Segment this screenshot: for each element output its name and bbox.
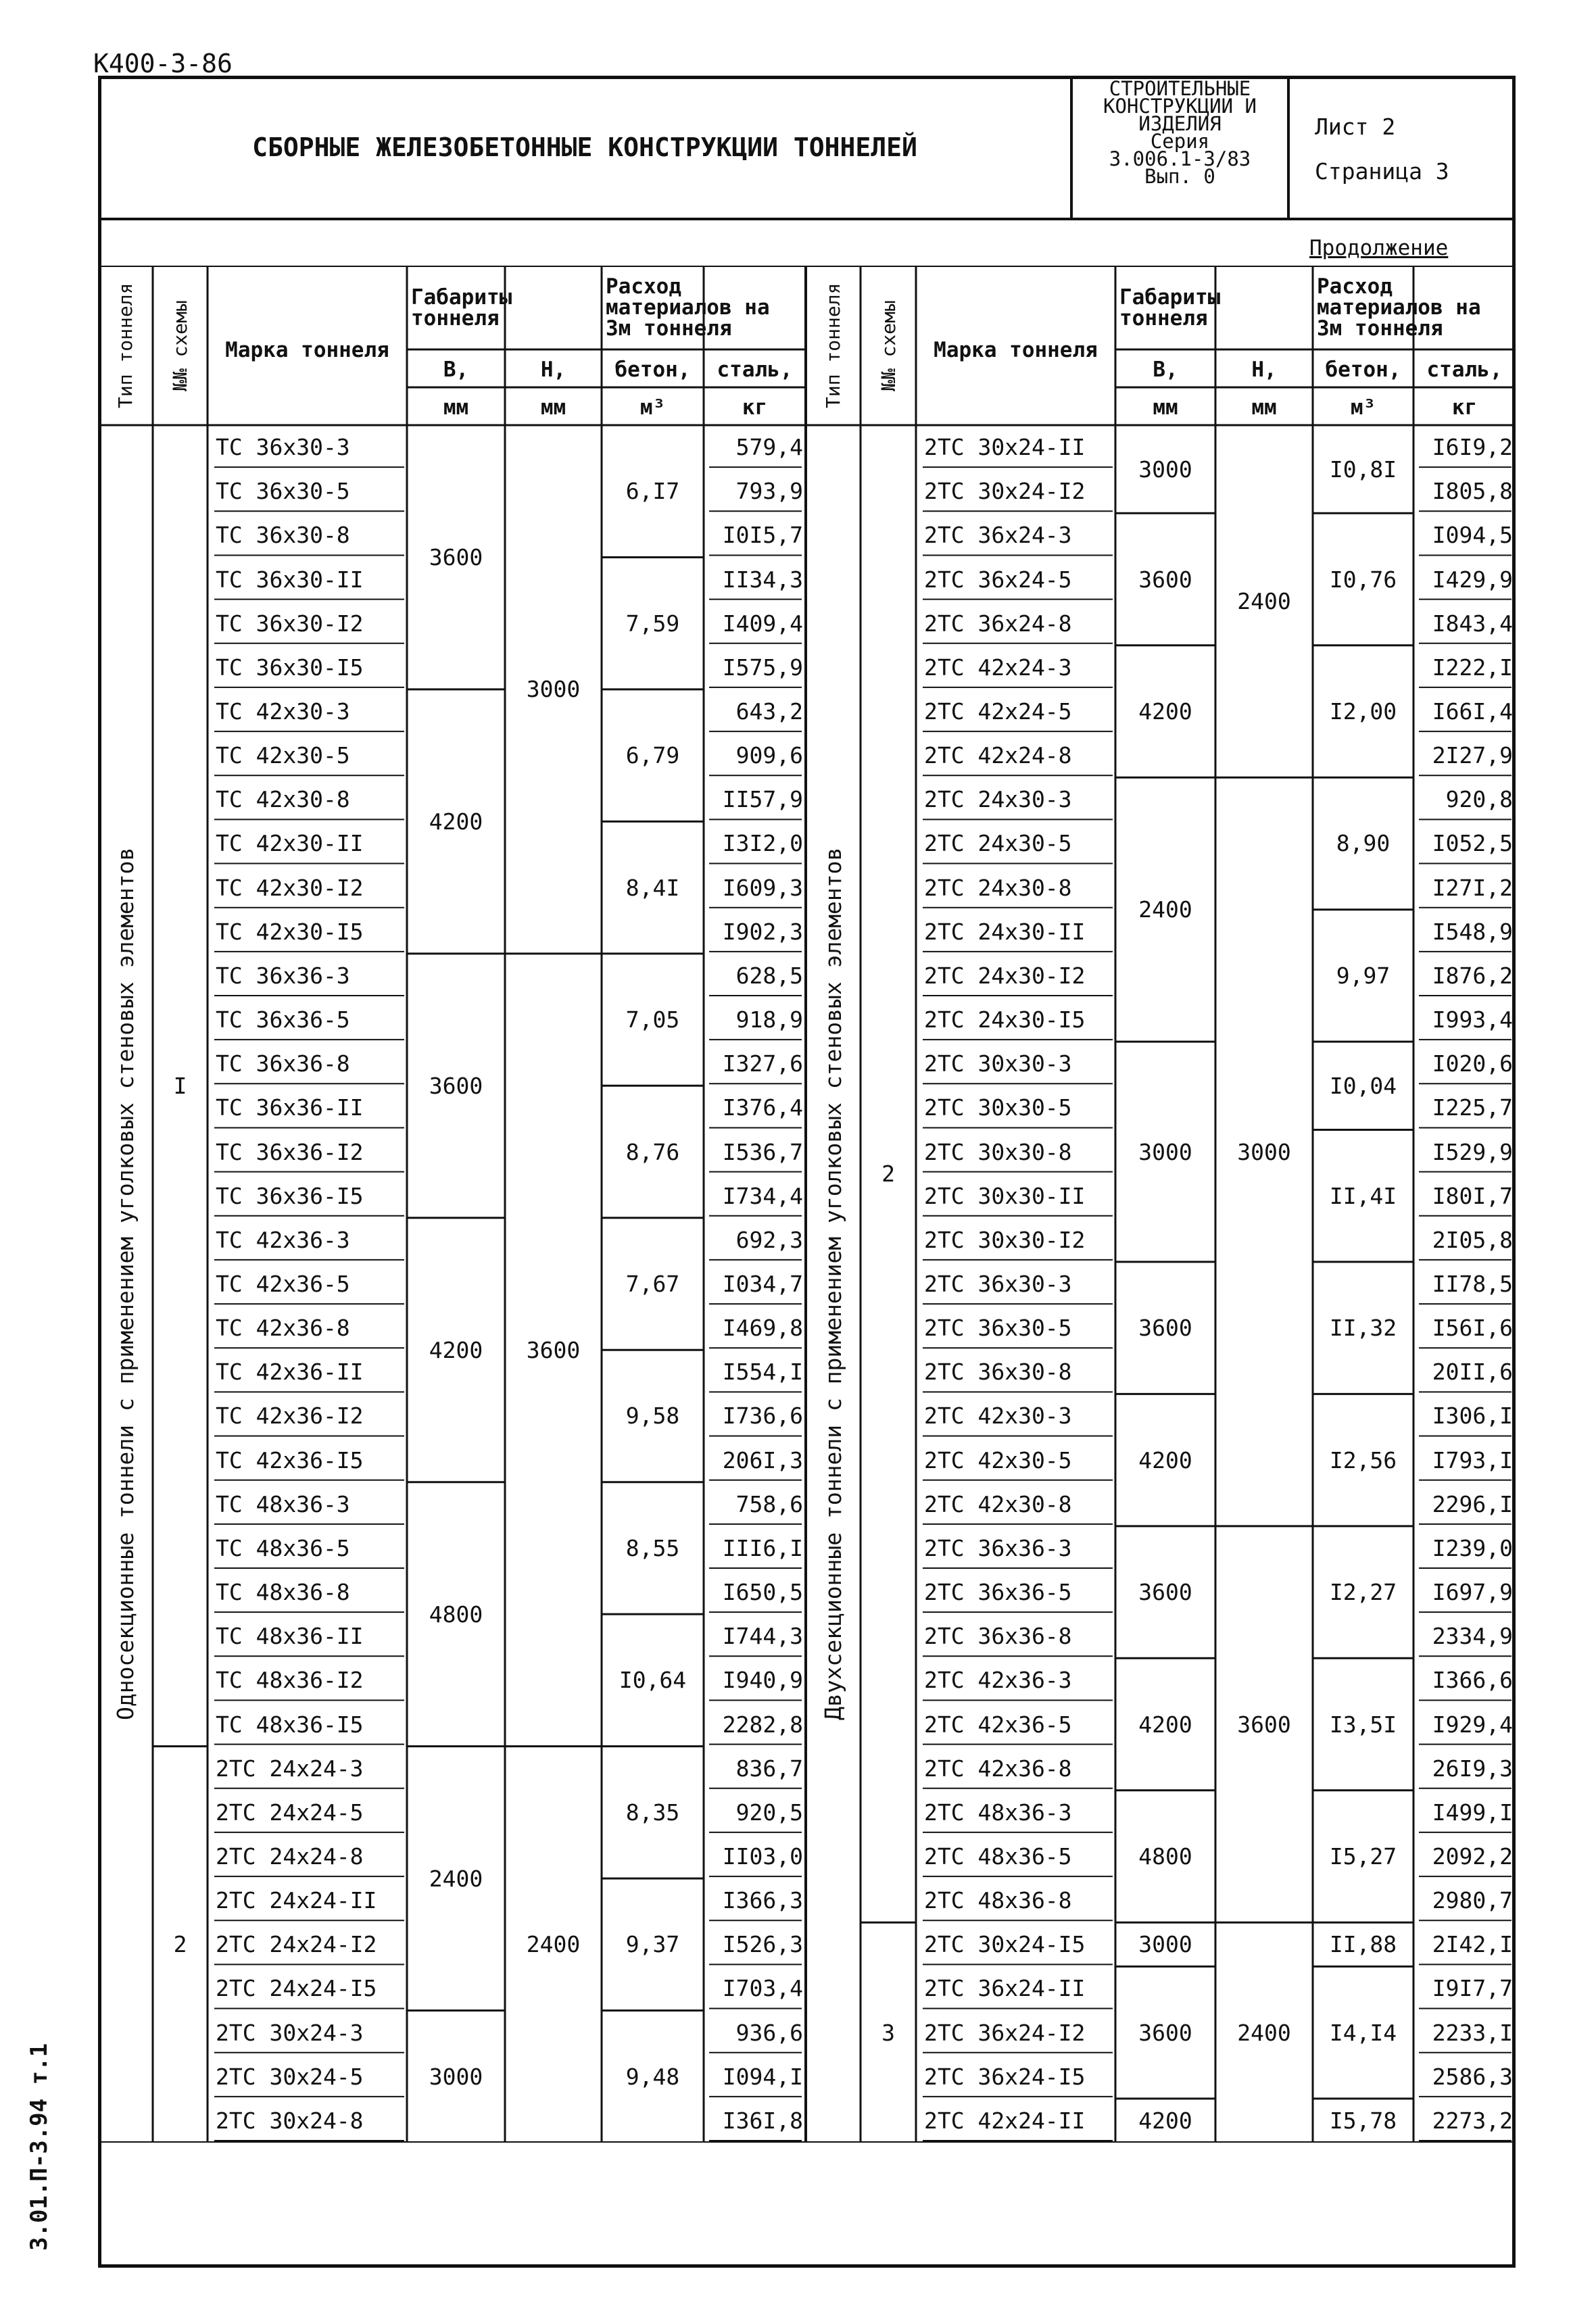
left-steel-cell: 936,6 [735, 2019, 803, 2046]
left-header-h: H, [540, 357, 566, 382]
right-mark-cell: 2ТС 42х24-3 [924, 654, 1072, 681]
left-mark-cell: ТС 48х36-II [216, 1623, 364, 1650]
right-mark-cell: 2ТС 42х24-II [924, 2107, 1086, 2134]
left-concrete-cell: 8,4I [625, 874, 680, 901]
left-steel-cell: I609,3 [722, 874, 803, 901]
title-divider [1287, 76, 1290, 218]
left-steel-cell: I3I2,0 [722, 830, 803, 857]
right-width-cell: 4200 [1138, 1711, 1192, 1738]
left-mark-cell: 2ТС 30х24-3 [216, 2019, 364, 2046]
left-steel-cell: I469,8 [722, 1315, 803, 1342]
series-block: СТРОИТЕЛЬНЫЕ КОНСТРУКЦИИ И ИЗДЕЛИЯ Серия 3.006.1-3/83 Вып. 0 [1103, 77, 1257, 188]
left-header-h-unit: мм [540, 395, 566, 420]
right-mark-cell: 2ТС 36х30-3 [924, 1270, 1072, 1297]
right-steel-cell: I499,I [1432, 1799, 1513, 1826]
right-width-cell: 4200 [1138, 2107, 1192, 2134]
right-mark-cell: 2ТС 24х30-I2 [924, 962, 1086, 989]
right-mark-cell: 2ТС 30х24-I2 [924, 478, 1086, 505]
right-mark-cell: 2ТС 42х36-8 [924, 1755, 1072, 1782]
right-header-steel: сталь, [1426, 357, 1503, 382]
left-steel-cell: I902,3 [722, 918, 803, 945]
right-steel-cell: I222,I [1432, 654, 1513, 681]
right-steel-cell: I80I,7 [1432, 1182, 1513, 1209]
left-steel-cell: I36I,8 [722, 2107, 803, 2134]
tunnels-table [98, 266, 1516, 2143]
right-steel-cell: 26I9,3 [1432, 1755, 1513, 1782]
right-steel-cell: 2334,9 [1432, 1623, 1513, 1650]
left-concrete-cell: 7,05 [625, 1006, 680, 1033]
left-concrete-cell: 8,35 [625, 1799, 680, 1826]
left-concrete-cell: 8,76 [625, 1138, 680, 1165]
right-mark-cell: 2ТС 36х24-I2 [924, 2019, 1086, 2046]
right-steel-cell: 2092,2 [1432, 1843, 1513, 1870]
right-scheme-cell: 3 [881, 2019, 895, 2046]
continuation-label: Продолжение [1309, 236, 1449, 260]
right-mark-cell: 2ТС 30х24-II [924, 434, 1086, 461]
left-mark-cell: ТС 42х30-8 [216, 786, 350, 813]
left-concrete-cell: 8,55 [625, 1534, 680, 1561]
left-width-cell: 3600 [429, 543, 483, 570]
right-mark-cell: 2ТС 42х36-5 [924, 1711, 1072, 1738]
left-mark-cell: 2ТС 24х24-I2 [216, 1931, 377, 1958]
right-mark-cell: 2ТС 36х36-3 [924, 1534, 1072, 1561]
title-block [98, 76, 1516, 220]
right-concrete-cell: II,32 [1329, 1315, 1397, 1342]
right-header-mark: Марка тоннеля [934, 337, 1098, 362]
left-mark-cell: ТС 36х36-I2 [216, 1138, 364, 1165]
right-mark-cell: 2ТС 36х24-5 [924, 566, 1072, 593]
left-steel-cell: 206I,3 [722, 1446, 803, 1473]
left-steel-cell: II34,3 [722, 566, 803, 593]
right-steel-cell: I366,6 [1432, 1667, 1513, 1694]
left-steel-cell: I526,3 [722, 1931, 803, 1958]
left-mark-cell: ТС 36х30-I2 [216, 610, 364, 637]
left-steel-cell: I940,9 [722, 1667, 803, 1694]
left-steel-cell: I554,I [722, 1359, 803, 1386]
left-width-cell: 4800 [429, 1601, 483, 1628]
left-mark-cell: ТС 42х36-II [216, 1359, 364, 1386]
left-mark-cell: ТС 36х36-3 [216, 962, 350, 989]
right-header-materials: Расход материалов на 3м тоннеля [1317, 274, 1481, 341]
right-height-cell: 3600 [1237, 1711, 1291, 1738]
right-width-cell: 3600 [1138, 2019, 1192, 2046]
right-width-cell: 2400 [1138, 896, 1192, 923]
side-code: 3.01.П-3.94 т.1 [26, 2043, 53, 2251]
left-steel-cell: I034,7 [722, 1270, 803, 1297]
right-concrete-cell: I5,27 [1329, 1843, 1397, 1870]
left-width-cell: 4200 [429, 1336, 483, 1363]
left-mark-cell: ТС 36х36-II [216, 1094, 364, 1121]
right-steel-cell: I529,9 [1432, 1138, 1513, 1165]
left-steel-cell: III6,I [722, 1534, 803, 1561]
left-mark-cell: ТС 42х30-3 [216, 698, 350, 725]
right-width-cell: 3600 [1138, 1315, 1192, 1342]
right-height-cell: 2400 [1237, 588, 1291, 615]
left-concrete-cell: I0,64 [619, 1667, 687, 1694]
left-header-type: Тип тоннеля [114, 283, 137, 408]
left-height-cell: 2400 [526, 1931, 581, 1958]
right-steel-cell: I793,I [1432, 1446, 1513, 1473]
left-steel-cell: II57,9 [722, 786, 803, 813]
left-steel-cell: I744,3 [722, 1623, 803, 1650]
left-mark-cell: 2ТС 24х24-3 [216, 1755, 364, 1782]
right-mark-cell: 2ТС 36х30-8 [924, 1359, 1072, 1386]
right-steel-cell: I56I,6 [1432, 1315, 1513, 1342]
right-concrete-cell: I5,78 [1329, 2107, 1397, 2134]
left-steel-cell: I327,6 [722, 1050, 803, 1077]
right-height-cell: 2400 [1237, 2019, 1291, 2046]
left-mark-cell: ТС 42х30-5 [216, 742, 350, 769]
left-header-concrete: бетон, [614, 357, 691, 382]
left-header-steel-unit: кг [742, 395, 768, 420]
sheet-number: Лист 2 [1315, 114, 1396, 140]
right-mark-cell: 2ТС 36х36-8 [924, 1623, 1072, 1650]
right-concrete-cell: I4,I4 [1329, 2019, 1397, 2046]
left-header-concrete-unit: м³ [639, 395, 666, 420]
right-steel-cell: I052,5 [1432, 830, 1513, 857]
left-header-scheme: №№ схемы [169, 299, 191, 391]
left-height-cell: 3000 [526, 676, 581, 703]
right-concrete-cell: I2,56 [1329, 1446, 1397, 1473]
left-mark-cell: 2ТС 24х24-II [216, 1887, 377, 1914]
left-steel-cell: I0I5,7 [722, 522, 803, 549]
left-mark-cell: ТС 42х36-8 [216, 1315, 350, 1342]
right-mark-cell: 2ТС 24х30-II [924, 918, 1086, 945]
right-header-steel-unit: кг [1451, 395, 1478, 420]
left-width-cell: 3000 [429, 2063, 483, 2090]
right-mark-cell: 2ТС 24х30-3 [924, 786, 1072, 813]
right-header-scheme: №№ схемы [877, 299, 900, 391]
right-mark-cell: 2ТС 48х36-8 [924, 1887, 1072, 1914]
left-mark-cell: ТС 42х36-3 [216, 1226, 350, 1253]
right-concrete-cell: I0,8I [1329, 456, 1397, 483]
right-concrete-cell: II,4I [1329, 1182, 1397, 1209]
left-mark-cell: ТС 48х36-3 [216, 1490, 350, 1517]
right-steel-cell: I9I7,7 [1432, 1975, 1513, 2002]
right-steel-cell: I27I,2 [1432, 874, 1513, 901]
right-mark-cell: 2ТС 48х36-5 [924, 1843, 1072, 1870]
right-width-cell: 3000 [1138, 1931, 1192, 1958]
right-width-cell: 4800 [1138, 1843, 1192, 1870]
right-concrete-cell: I2,27 [1329, 1579, 1397, 1606]
right-concrete-cell: I0,76 [1329, 566, 1397, 593]
right-steel-cell: 2273,2 [1432, 2107, 1513, 2134]
right-mark-cell: 2ТС 42х24-8 [924, 742, 1072, 769]
right-concrete-cell: I0,04 [1329, 1072, 1397, 1099]
right-steel-cell: I239,0 [1432, 1534, 1513, 1561]
right-steel-cell: 2I05,8 [1432, 1226, 1513, 1253]
right-concrete-cell: I3,5I [1329, 1711, 1397, 1738]
right-steel-cell: I929,4 [1432, 1711, 1513, 1738]
right-steel-cell: I843,4 [1432, 610, 1513, 637]
right-header-b-unit: мм [1153, 395, 1178, 420]
left-steel-cell: I094,I [722, 2063, 803, 2090]
left-concrete-cell: 9,48 [625, 2063, 680, 2090]
left-steel-cell: I536,7 [722, 1138, 803, 1165]
left-mark-cell: ТС 42х36-I5 [216, 1446, 364, 1473]
left-steel-cell: 628,5 [735, 962, 803, 989]
right-steel-cell: 2980,7 [1432, 1887, 1513, 1914]
left-steel-cell: II03,0 [722, 1843, 803, 1870]
right-mark-cell: 2ТС 24х30-I5 [924, 1006, 1086, 1033]
left-mark-cell: ТС 36х30-II [216, 566, 364, 593]
left-concrete-cell: 9,37 [625, 1931, 680, 1958]
left-mark-cell: ТС 42х30-II [216, 830, 364, 857]
right-steel-cell: I548,9 [1432, 918, 1513, 945]
right-mark-cell: 2ТС 42х30-8 [924, 1490, 1072, 1517]
group-single-label: Односекционные тоннели с применением уголковых стеновых элементов [112, 847, 139, 1720]
left-width-cell: 4200 [429, 808, 483, 835]
left-header-dims: Габариты тоннеля [411, 285, 512, 331]
left-mark-cell: ТС 42х30-I2 [216, 874, 364, 901]
left-mark-cell: ТС 42х36-I2 [216, 1403, 364, 1430]
right-mark-cell: 2ТС 36х30-5 [924, 1315, 1072, 1342]
right-steel-cell: I094,5 [1432, 522, 1513, 549]
right-mark-cell: 2ТС 36х24-3 [924, 522, 1072, 549]
right-steel-cell: I697,9 [1432, 1579, 1513, 1606]
left-mark-cell: ТС 42х36-5 [216, 1270, 350, 1297]
left-mark-cell: 2ТС 24х24-5 [216, 1799, 364, 1826]
right-header-concrete: бетон, [1325, 357, 1401, 382]
left-mark-cell: ТС 48х36-I5 [216, 1711, 364, 1738]
right-mark-cell: 2ТС 30х24-I5 [924, 1931, 1086, 1958]
left-steel-cell: I703,4 [722, 1975, 803, 2002]
left-header-b: B, [443, 357, 469, 382]
left-concrete-cell: 6,79 [625, 742, 680, 769]
left-mark-cell: 2ТС 30х24-5 [216, 2063, 364, 2090]
right-header-h: H, [1251, 357, 1277, 382]
left-concrete-cell: 7,59 [625, 610, 680, 637]
right-mark-cell: 2ТС 42х30-5 [924, 1446, 1072, 1473]
left-mark-cell: 2ТС 24х24-I5 [216, 1975, 377, 2002]
right-mark-cell: 2ТС 36х24-II [924, 1975, 1086, 2002]
right-steel-cell: I020,6 [1432, 1050, 1513, 1077]
right-concrete-cell: I2,00 [1329, 698, 1397, 725]
left-concrete-cell: 9,58 [625, 1403, 680, 1430]
right-mark-cell: 2ТС 30х30-II [924, 1182, 1086, 1209]
document-title: СБОРНЫЕ ЖЕЛЕЗОБЕТОННЫЕ КОНСТРУКЦИИ ТОННЕЛЕЙ [252, 132, 917, 162]
right-scheme-cell: 2 [881, 1161, 895, 1188]
left-mark-cell: ТС 48х36-I2 [216, 1667, 364, 1694]
right-mark-cell: 2ТС 42х36-3 [924, 1667, 1072, 1694]
left-steel-cell: 2282,8 [722, 1711, 803, 1738]
left-mark-cell: ТС 36х36-8 [216, 1050, 350, 1077]
right-steel-cell: I805,8 [1432, 478, 1513, 505]
left-steel-cell: 793,9 [735, 478, 803, 505]
right-height-cell: 3000 [1237, 1138, 1291, 1165]
left-steel-cell: I376,4 [722, 1094, 803, 1121]
right-mark-cell: 2ТС 30х30-5 [924, 1094, 1072, 1121]
left-mark-cell: ТС 36х30-5 [216, 478, 350, 505]
right-mark-cell: 2ТС 30х30-8 [924, 1138, 1072, 1165]
right-header-type: Тип тоннеля [822, 283, 844, 408]
right-header-concrete-unit: м³ [1350, 395, 1376, 420]
left-mark-cell: ТС 36х30-I5 [216, 654, 364, 681]
right-mark-cell: 2ТС 30х30-I2 [924, 1226, 1086, 1253]
left-mark-cell: ТС 36х30-3 [216, 434, 350, 461]
group-double-label: Двухсекционные тоннели с применением уголковых стеновых элементов [820, 847, 846, 1720]
right-steel-cell: I429,9 [1432, 566, 1513, 593]
right-steel-cell: 2586,3 [1432, 2063, 1513, 2090]
left-header-materials: Расход материалов на 3м тоннеля [606, 274, 770, 341]
left-height-cell: 3600 [526, 1336, 581, 1363]
right-steel-cell: 2I27,9 [1432, 742, 1513, 769]
right-steel-cell: II78,5 [1432, 1270, 1513, 1297]
right-concrete-cell: II,88 [1329, 1931, 1397, 1958]
left-steel-cell: 758,6 [735, 1490, 803, 1517]
left-mark-cell: ТС 42х30-I5 [216, 918, 364, 945]
left-steel-cell: I575,9 [722, 654, 803, 681]
left-header-b-unit: мм [443, 395, 469, 420]
left-width-cell: 2400 [429, 1865, 483, 1892]
right-steel-cell: I66I,4 [1432, 698, 1513, 725]
right-mark-cell: 2ТС 24х30-5 [924, 830, 1072, 857]
left-steel-cell: I650,5 [722, 1579, 803, 1606]
left-steel-cell: 643,2 [735, 698, 803, 725]
left-mark-cell: ТС 36х30-8 [216, 522, 350, 549]
right-mark-cell: 2ТС 36х24-8 [924, 610, 1072, 637]
right-mark-cell: 2ТС 36х36-5 [924, 1579, 1072, 1606]
right-steel-cell: I225,7 [1432, 1094, 1513, 1121]
left-mark-cell: ТС 48х36-5 [216, 1534, 350, 1561]
right-steel-cell: I6I9,2 [1432, 434, 1513, 461]
right-header-b: B, [1153, 357, 1178, 382]
right-mark-cell: 2ТС 24х30-8 [924, 874, 1072, 901]
left-steel-cell: 579,4 [735, 434, 803, 461]
left-mark-cell: ТС 36х36-5 [216, 1006, 350, 1033]
left-steel-cell: I734,4 [722, 1182, 803, 1209]
left-mark-cell: ТС 48х36-8 [216, 1579, 350, 1606]
page-number: Страница 3 [1315, 158, 1449, 185]
left-scheme-cell: 2 [173, 1931, 187, 1958]
right-mark-cell: 2ТС 30х30-3 [924, 1050, 1072, 1077]
left-steel-cell: I736,6 [722, 1403, 803, 1430]
right-width-cell: 4200 [1138, 1446, 1192, 1473]
right-mark-cell: 2ТС 42х24-5 [924, 698, 1072, 725]
left-steel-cell: I409,4 [722, 610, 803, 637]
right-width-cell: 3600 [1138, 1579, 1192, 1606]
left-mark-cell: ТС 36х36-I5 [216, 1182, 364, 1209]
left-steel-cell: 836,7 [735, 1755, 803, 1782]
document-code: К400-3-86 [93, 49, 233, 78]
right-steel-cell: 2296,I [1432, 1490, 1513, 1517]
right-steel-cell: I993,4 [1432, 1006, 1513, 1033]
left-concrete-cell: 7,67 [625, 1270, 680, 1297]
right-width-cell: 3000 [1138, 456, 1192, 483]
right-mark-cell: 2ТС 42х30-3 [924, 1403, 1072, 1430]
right-width-cell: 4200 [1138, 698, 1192, 725]
left-mark-cell: 2ТС 24х24-8 [216, 1843, 364, 1870]
right-mark-cell: 2ТС 48х36-3 [924, 1799, 1072, 1826]
left-steel-cell: 918,9 [735, 1006, 803, 1033]
left-scheme-cell: I [173, 1072, 187, 1099]
right-steel-cell: 20II,6 [1432, 1359, 1513, 1386]
right-width-cell: 3000 [1138, 1138, 1192, 1165]
right-concrete-cell: 9,97 [1336, 962, 1391, 989]
left-steel-cell: I366,3 [722, 1887, 803, 1914]
right-steel-cell: 2I42,I [1432, 1931, 1513, 1958]
left-steel-cell: 920,5 [735, 1799, 803, 1826]
right-header-dims: Габариты тоннеля [1119, 285, 1221, 331]
left-header-steel: сталь, [717, 357, 793, 382]
right-mark-cell: 2ТС 36х24-I5 [924, 2063, 1086, 2090]
left-concrete-cell: 6,I7 [625, 478, 680, 505]
right-steel-cell: I876,2 [1432, 962, 1513, 989]
left-steel-cell: 692,3 [735, 1226, 803, 1253]
right-steel-cell: I306,I [1432, 1403, 1513, 1430]
right-steel-cell: 2233,I [1432, 2019, 1513, 2046]
left-steel-cell: 909,6 [735, 742, 803, 769]
right-steel-cell: 920,8 [1445, 786, 1513, 813]
left-width-cell: 3600 [429, 1072, 483, 1099]
left-mark-cell: 2ТС 30х24-8 [216, 2107, 364, 2134]
right-width-cell: 3600 [1138, 566, 1192, 593]
right-header-h-unit: мм [1251, 395, 1277, 420]
left-header-mark: Марка тоннеля [225, 337, 389, 362]
right-concrete-cell: 8,90 [1336, 830, 1391, 857]
